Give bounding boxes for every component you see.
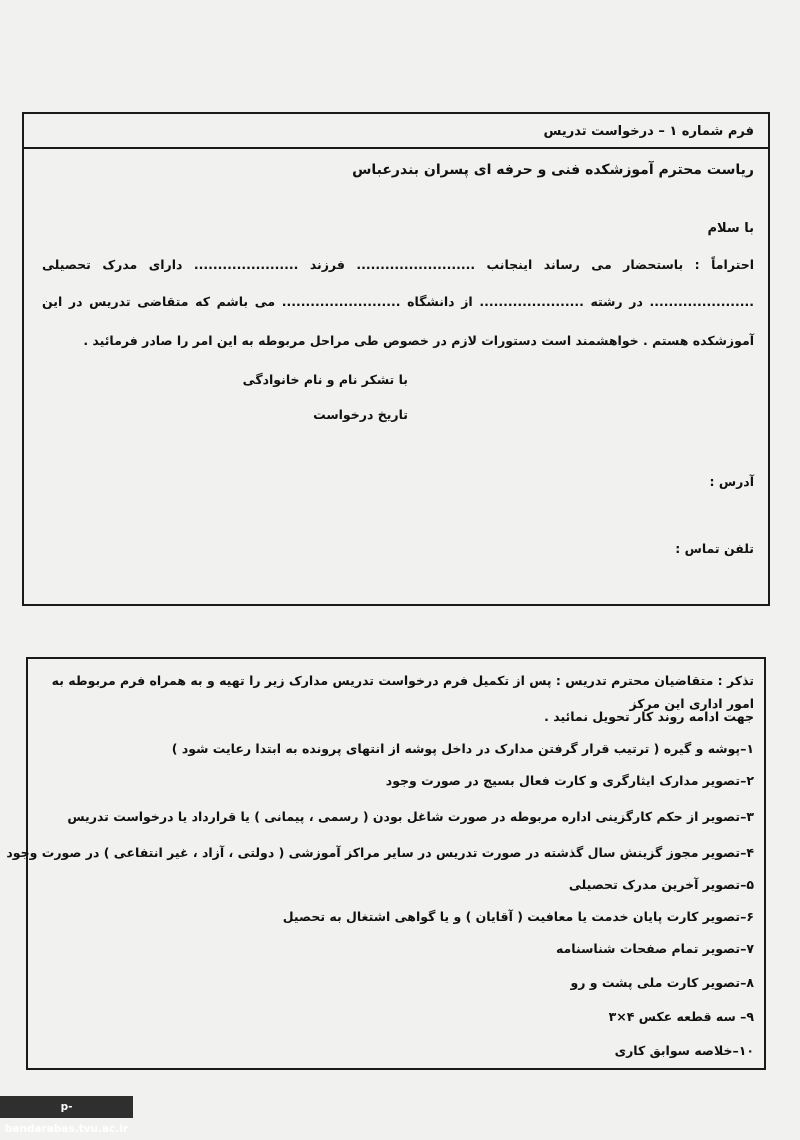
list-item: ۵–تصویر آخرین مدرک تحصیلی (568, 877, 754, 892)
notes-box (6, 657, 766, 1070)
list-item: ۶–تصویر کارت پایان خدمت یا معافیت ( آقایان ) و یا گواهی اشتغال به تحصیل (282, 909, 754, 924)
addressee: ریاست محترم آموزشکده فنی و حرفه ای پسران بندرعباس (352, 162, 754, 178)
body-line-2: ...................... در رشته ...................... از دانشگاه ......................... می باشم که متقاضی تدریس در این (42, 294, 754, 309)
list-item: ۳–تصویر از حکم کارگزینی اداره مربوطه در صورت شاغل بودن ( رسمی ، پیمانی ) یا قرارداد یا درخواست تدریس (67, 809, 754, 824)
form-title-row (24, 114, 768, 149)
list-item: ۹– سه قطعه عکس ۴×۳ (608, 1009, 754, 1024)
site-url-tag[interactable]: p-bandarabas.tvu.ac.ir (0, 1096, 133, 1118)
closing-signature-label: با تشکر نام و نام خانوادگی (242, 372, 408, 387)
phone-label: تلفن تماس : (675, 541, 754, 556)
request-form (22, 112, 770, 606)
address-label: آدرس : (709, 474, 754, 489)
list-item: ۴–تصویر مجوز گزینش سال گذشته در صورت تدریس در سایر مراکز آموزشی ( دولتی ، آزاد ، غیر انتفاعی ) در صورت وجود (6, 845, 754, 860)
note-intro-continued: جهت ادامه روند کار تحویل نمائید . (544, 709, 754, 724)
list-item: ۱۰–خلاصه سوابق کاری (614, 1043, 754, 1058)
list-item: ۷–تصویر تمام صفحات شناسنامه (555, 941, 754, 956)
list-item: ۲–تصویر مدارک ایثارگری و کارت فعال بسیج در صورت وجود (385, 773, 754, 788)
body-line-3: آموزشکده هستم . خواهشمند است دستورات لازم در خصوص طی مراحل مربوطه به این امر را صادر فرمائید . (83, 333, 754, 348)
body-line-1: احتراماً : باستحضار می رساند اینجانب ......................... فرزند ...................... دارای مدرک تحصیلی (42, 257, 754, 272)
form-title: فرم شماره ۱ – درخواست تدریس (543, 124, 754, 139)
note-intro: تذکر : متقاضیان محترم تدریس : پس از تکمیل فرم درخواست تدریس مدارک زیر را تهیه و به همراه فرم مربوطه به امور اداری این مرکز (51, 673, 754, 711)
list-item: ۱–پوشه و گیره ( ترتیب قرار گرفتن مدارک در داخل پوشه از انتهای پرونده به ابتدا رعایت شود ) (171, 741, 754, 756)
list-item: ۸–تصویر کارت ملی پشت و رو (570, 975, 754, 990)
salutation: با سلام (707, 221, 754, 236)
request-date-label: تاریخ درخواست (313, 407, 408, 422)
